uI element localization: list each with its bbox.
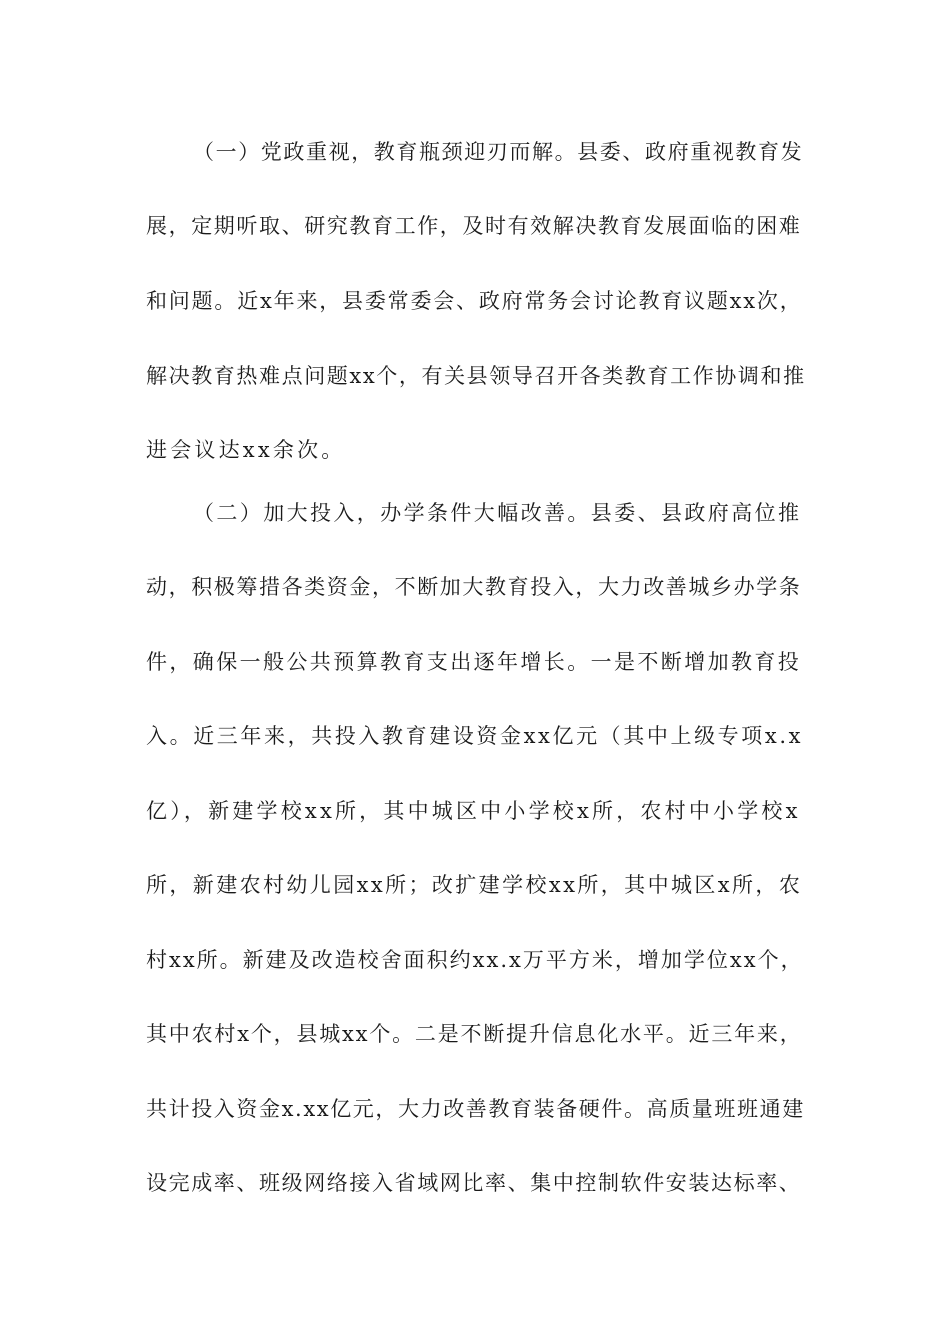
paragraph-2-line-4: 入。近三年来，共投入教育建设资金xx亿元（其中上级专项x.x <box>146 724 804 748</box>
paragraph-1-line-4: 解决教育热难点问题xx个，有关县领导召开各类教育工作协调和推 <box>146 364 806 388</box>
paragraph-2-line-6: 所，新建农村幼儿园xx所；改扩建学校xx所，其中城区x所，农 <box>146 873 803 897</box>
paragraph-2-line-1: （二）加大投入，办学条件大幅改善。县委、县政府高位推 <box>193 501 802 525</box>
paragraph-2-line-5: 亿），新建学校xx所，其中城区中小学校x所，农村中小学校x <box>146 799 801 823</box>
paragraph-1-line-3: 和问题。近x年来，县委常委会、政府常务会讨论教育议题xx次， <box>146 289 803 313</box>
paragraph-1-line-5: 进会议达xx余次。 <box>146 438 346 462</box>
paragraph-2-line-7: 村xx所。新建及改造校舍面积约xx.x万平方米，增加学位xx个， <box>146 948 804 972</box>
paragraph-2-line-8: 其中农村x个，县城xx个。二是不断提升信息化水平。近三年来， <box>146 1022 803 1046</box>
paragraph-2-line-2: 动，积极筹措各类资金，不断加大教育投入，大力改善城乡办学条 <box>146 575 802 599</box>
paragraph-2-line-9: 共计投入资金x.xx亿元，大力改善教育装备硬件。高质量班班通建 <box>146 1097 805 1121</box>
paragraph-1-line-2: 展，定期听取、研究教育工作，及时有效解决教育发展面临的困难 <box>146 214 802 238</box>
paragraph-2-line-10: 设完成率、班级网络接入省域网比率、集中控制软件安装达标率、 <box>146 1171 802 1195</box>
paragraph-1-line-1: （一）党政重视，教育瓶颈迎刃而解。县委、政府重视教育发 <box>193 140 804 164</box>
paragraph-2-line-3: 件，确保一般公共预算教育支出逐年增长。一是不断增加教育投 <box>146 650 802 674</box>
